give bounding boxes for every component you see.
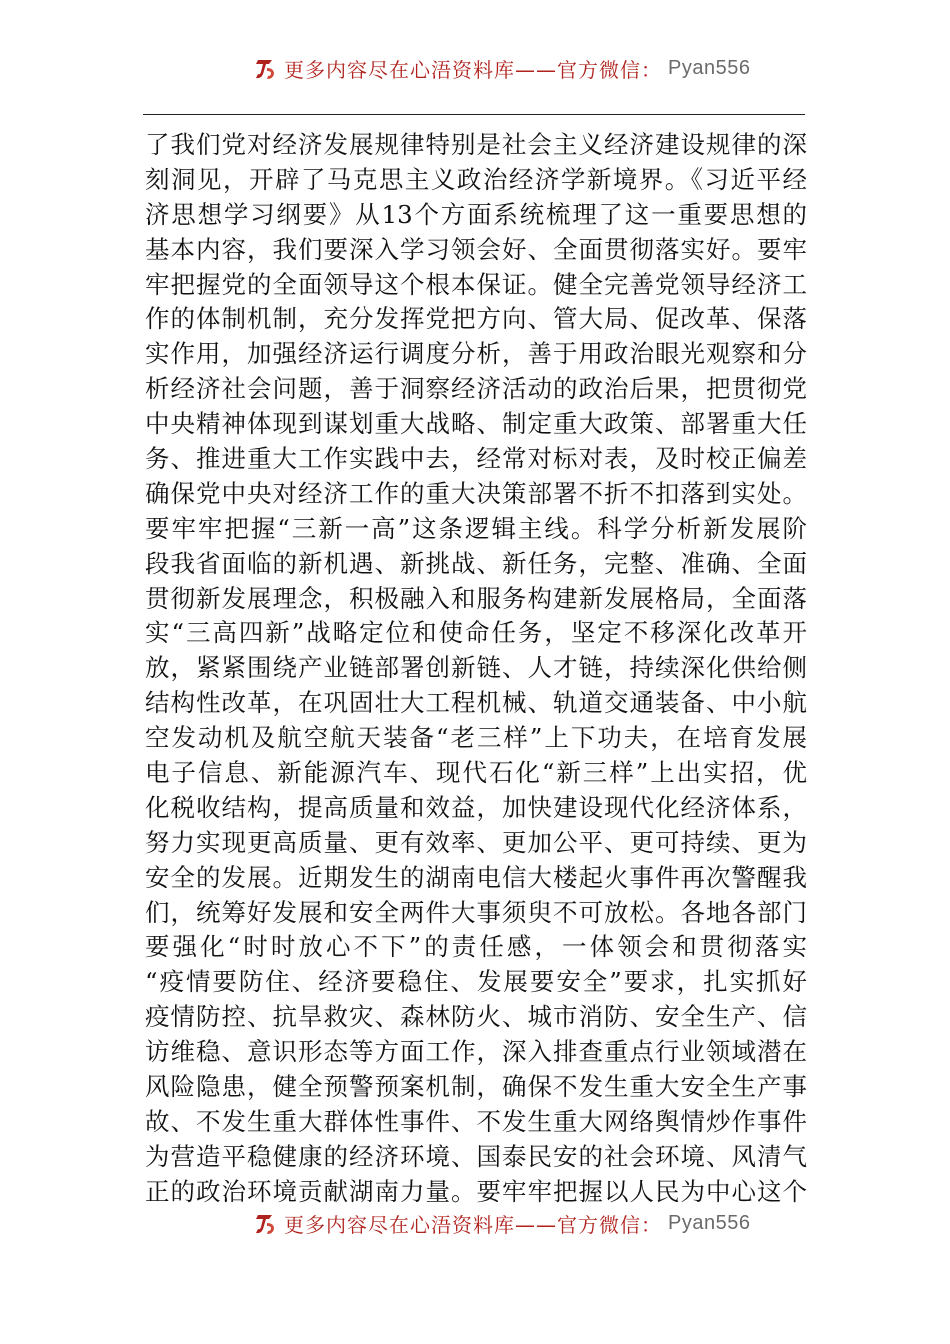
text-line: 要强化“时时放心不下”的责任感，一体领会和贯彻落实: [145, 932, 807, 962]
watermark-logo-icon: [252, 56, 278, 82]
text-line: 济思想学习纲要》从13个方面系统梳理了这一重要思想的: [145, 199, 807, 229]
text-line: 们，统筹好发展和安全两件大事须臾不可放松。各地各部门: [145, 897, 807, 927]
text-line: 了我们党对经济发展规律特别是社会主义经济建设规律的深: [145, 130, 807, 159]
text-line: 努力实现更高质量、更有效率、更加公平、更可持续、更为: [145, 827, 807, 857]
watermark-text: 更多内容尽在心浯资料库——官方微信：: [284, 1213, 662, 1237]
text-line: 电子信息、新能源汽车、现代石化“新三样”上出实招，优: [145, 758, 807, 788]
header-divider: [143, 114, 805, 115]
text-line: 刻洞见，开辟了马克思主义政治经济学新境界。《习近平经: [145, 164, 807, 194]
text-line: 实“三高四新”战略定位和使命任务，坚定不移深化改革开: [145, 618, 807, 648]
text-line: 故、不发生重大群体性事件、不发生重大网络舆情炒作事件: [145, 1106, 807, 1136]
text-line: 务、推进重大工作实践中去，经常对标对表，及时校正偏差: [145, 444, 807, 474]
text-line: 要牢牢把握“三新一高”这条逻辑主线。科学分析新发展阶: [145, 513, 807, 543]
watermark-logo-icon: [252, 1211, 278, 1237]
document-body: [145, 128, 807, 1210]
watermark-footer: [0, 1205, 950, 1239]
text-line: 为营造平稳健康的经济环境、国泰民安的社会环境、风清气: [145, 1141, 807, 1171]
text-line: 安全的发展。近期发生的湖南电信大楼起火事件再次警醒我: [145, 862, 807, 892]
text-line: 化税收结构，提高质量和效益，加快建设现代化经济体系，: [145, 792, 807, 822]
text-line: 结构性改革，在巩固壮大工程机械、轨道交通装备、中小航: [145, 688, 807, 718]
text-line: 牢把握党的全面领导这个根本保证。健全完善党领导经济工: [145, 269, 807, 299]
watermark-contact: Pyan556: [668, 57, 751, 79]
text-line: 段我省面临的新机遇、新挑战、新任务，完整、准确、全面: [145, 548, 807, 578]
text-line: 空发动机及航空航天装备“老三样”上下功夫，在培育发展: [145, 723, 807, 753]
text-line: 访维稳、意识形态等方面工作，深入排查重点行业领域潜在: [145, 1037, 807, 1067]
watermark-contact: Pyan556: [668, 1212, 751, 1234]
text-line: “疫情要防住、经济要稳住、发展要安全”要求，扎实抓好: [145, 967, 807, 997]
text-line: 风险隐患，健全预警预案机制，确保不发生重大安全生产事: [145, 1072, 807, 1102]
watermark-header: [0, 50, 950, 84]
text-line: 基本内容，我们要深入学习领会好、全面贯彻落实好。要牢: [145, 234, 807, 264]
text-line: 中央精神体现到谋划重大战略、制定重大政策、部署重大任: [145, 409, 807, 439]
text-line: 确保党中央对经济工作的重大决策部署不折不扣落到实处。: [145, 478, 807, 508]
text-line: 作的体制机制，充分发挥党把方向、管大局、促改革、保落: [145, 304, 807, 334]
text-line: 疫情防控、抗旱救灾、森林防火、城市消防、安全生产、信: [145, 1002, 807, 1032]
text-line: 贯彻新发展理念，积极融入和服务构建新发展格局，全面落: [145, 583, 807, 613]
text-line: 实作用，加强经济运行调度分析，善于用政治眼光观察和分: [145, 339, 807, 369]
text-line: 析经济社会问题，善于洞察经济活动的政治后果，把贯彻党: [145, 374, 807, 404]
text-line: 放，紧紧围绕产业链部署创新链、人才链，持续深化供给侧: [145, 653, 807, 683]
watermark-text: 更多内容尽在心浯资料库——官方微信：: [284, 58, 662, 82]
text-line: 正的政治环境贡献湖南力量。要牢牢把握以人民为中心这个: [145, 1176, 807, 1206]
